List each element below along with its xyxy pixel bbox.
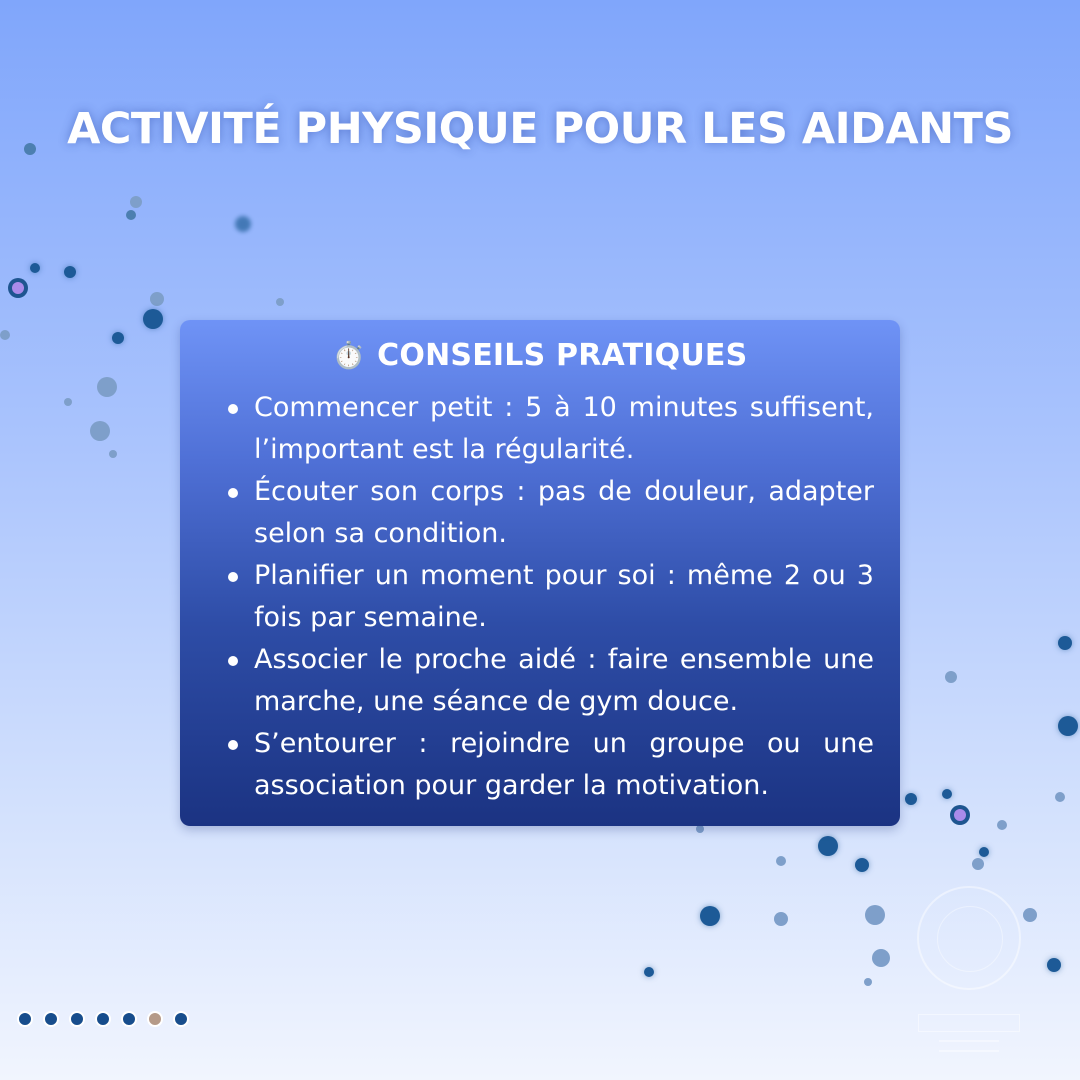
page-title: ACTIVITÉ PHYSIQUE POUR LES AIDANTS bbox=[67, 104, 1013, 154]
decor-dot bbox=[774, 912, 788, 926]
decor-dot bbox=[696, 825, 704, 833]
decor-dot bbox=[1055, 792, 1065, 802]
decor-dot bbox=[997, 820, 1007, 830]
decor-dot bbox=[90, 421, 110, 441]
decor-dot bbox=[235, 216, 251, 232]
decor-dot bbox=[945, 671, 957, 683]
decor-dot bbox=[143, 309, 163, 329]
decor-dot bbox=[954, 809, 966, 821]
pagination-dots bbox=[17, 1011, 189, 1027]
decor-dot bbox=[30, 263, 40, 273]
tip-text: Planifier un moment pour soi : même 2 ou 3 fois par semaine. bbox=[254, 560, 874, 633]
decor-dot bbox=[0, 330, 10, 340]
decor-dot bbox=[1058, 716, 1078, 736]
seal-label-line bbox=[939, 1040, 999, 1052]
decor-dot bbox=[644, 967, 654, 977]
page-dot[interactable] bbox=[17, 1011, 33, 1027]
seal-logo bbox=[917, 886, 1021, 990]
tip-text: Écouter son corps : pas de douleur, adapter selon sa condition. bbox=[254, 476, 874, 549]
page-dot[interactable] bbox=[95, 1011, 111, 1027]
card-heading bbox=[206, 338, 874, 373]
decor-dot bbox=[276, 298, 284, 306]
decor-dot bbox=[818, 836, 838, 856]
decor-dot bbox=[1047, 958, 1061, 972]
decor-dot bbox=[776, 856, 786, 866]
card-heading-label: CONSEILS PRATIQUES bbox=[377, 338, 748, 373]
decor-dot bbox=[97, 377, 117, 397]
tip-text: Commencer petit : 5 à 10 minutes suffisent, l’important est la régularité. bbox=[254, 392, 874, 465]
bullet-icon bbox=[228, 572, 238, 582]
decor-dot bbox=[855, 858, 869, 872]
decor-dot bbox=[942, 789, 952, 799]
decor-dot bbox=[130, 196, 142, 208]
decor-dot bbox=[864, 978, 872, 986]
tip-text: S’entourer : rejoindre un groupe ou une association pour garder la motivation. bbox=[254, 728, 874, 801]
decor-dot bbox=[979, 847, 989, 857]
decor-dot bbox=[1023, 908, 1037, 922]
decor-dot bbox=[112, 332, 124, 344]
decor-dot bbox=[64, 266, 76, 278]
decor-dot bbox=[150, 292, 164, 306]
bullet-icon bbox=[228, 404, 238, 414]
decor-dot bbox=[905, 793, 917, 805]
decor-dot bbox=[700, 906, 720, 926]
stopwatch-icon: ⏱️ bbox=[332, 340, 366, 371]
tips-card bbox=[180, 320, 900, 826]
list-item bbox=[228, 471, 874, 555]
list-item bbox=[228, 555, 874, 639]
tips-list bbox=[228, 387, 874, 807]
tip-text: Associer le proche aidé : faire ensemble une marche, une séance de gym douce. bbox=[254, 644, 874, 717]
list-item bbox=[228, 387, 874, 471]
page-dot[interactable] bbox=[121, 1011, 137, 1027]
bullet-icon bbox=[228, 740, 238, 750]
decor-dot bbox=[109, 450, 117, 458]
list-item bbox=[228, 639, 874, 723]
decor-dot bbox=[872, 949, 890, 967]
seal-inner-ring bbox=[937, 906, 1003, 972]
page-dot[interactable] bbox=[69, 1011, 85, 1027]
watermark-seal bbox=[914, 886, 1024, 1056]
decor-dot bbox=[972, 858, 984, 870]
decor-dot bbox=[1058, 636, 1072, 650]
decor-dot bbox=[865, 905, 885, 925]
bullet-icon bbox=[228, 656, 238, 666]
page-dot[interactable] bbox=[43, 1011, 59, 1027]
page-dot[interactable] bbox=[173, 1011, 189, 1027]
decor-dot bbox=[126, 210, 136, 220]
page-dot-active[interactable] bbox=[147, 1011, 163, 1027]
list-item bbox=[228, 723, 874, 807]
decor-dot bbox=[64, 398, 72, 406]
bullet-icon bbox=[228, 488, 238, 498]
decor-dot bbox=[12, 282, 24, 294]
seal-label-box bbox=[918, 1014, 1020, 1032]
